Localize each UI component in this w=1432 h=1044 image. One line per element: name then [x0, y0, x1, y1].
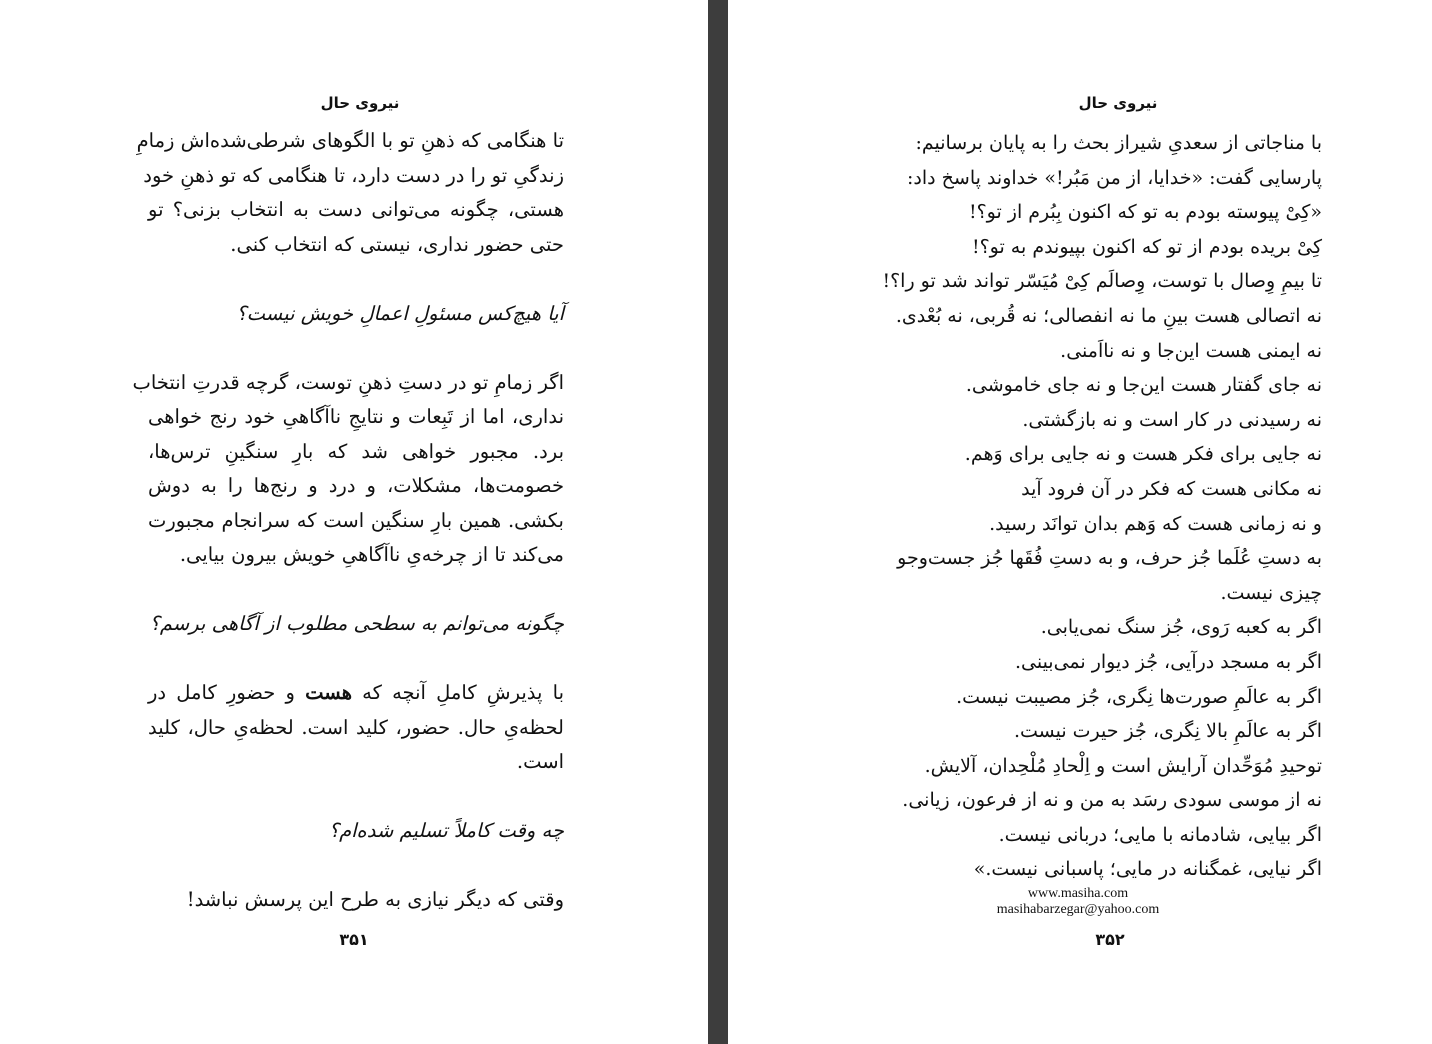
text-line: برد. مجبور خواهی شد که بارِ سنگینِ ترس‌ها، — [148, 439, 564, 463]
poem-line: «کِیْ پیوسته بودم به تو که اکنون بِبُرم از تو؟! — [968, 201, 1322, 224]
poem-line: با مناجاتی از سعدیِ شیراز بحث را به پایان برسانیم: — [915, 132, 1322, 154]
paragraph-gap — [148, 642, 564, 677]
poem-line: اگر نیایی، غمگنانه در مایی؛ پاسبانی نیست.» — [973, 858, 1322, 881]
poem-line: نه ایمنی هست این‌جا و نه نااَمنی. — [1060, 339, 1322, 362]
text-line: زندگیِ تو را در دست دارد، تا هنگامی که تو ذهنِ خود — [143, 163, 564, 187]
footer-email[interactable]: masihabarzegar@yahoo.com — [996, 902, 1160, 917]
page-left — [0, 0, 708, 1044]
text-line: هستی، چگونه می‌توانی دست به انتخاب بزنی؟ تو — [148, 198, 564, 221]
poem-line: توحیدِ مُوَحِّدان آرایش است و اِلْحادِ مُلْحِدان، آلایش. — [924, 754, 1322, 777]
left-body-text — [132, 124, 564, 918]
poem-line: اگر به عالَمِ صورت‌ها نِگری، جُز مصیبت نیست. — [956, 685, 1322, 708]
poem-line: کِیْ بریده بودم از تو که اکنون بپیوندم به تو؟! — [971, 235, 1322, 258]
book-gutter — [708, 0, 728, 1044]
paragraph-gap — [148, 262, 564, 297]
text-line: تا هنگامی که ذهنِ تو با الگوهای شرطی‌شده‌اش زمامِ — [136, 129, 564, 152]
running-head-left: نیروی حال — [320, 94, 400, 112]
question-heading: چگونه می‌توانم به سطحی مطلوب از آگاهی برسم؟ — [149, 612, 564, 635]
paragraph-gap — [148, 573, 564, 608]
poem-line: نه جایی برای فکر هست و نه جایی برای وَهم. — [964, 443, 1322, 466]
text-line: حتی حضور نداری، نیستی که انتخاب کنی. — [230, 232, 564, 256]
poem-line: به دستِ عُلَما جُز حرف، و به دستِ فُقَها جُز جست‌وجو — [897, 547, 1322, 570]
text-line: نداری، اما از تَبِعات و نتایجِ ناآگاهیِ خود رنج خواهی — [148, 405, 564, 428]
poem-line: اگر به کعبه رَوی، جُز سنگ نمی‌یابی. — [1040, 616, 1322, 639]
paragraph-gap — [148, 331, 564, 366]
poem-line: پارسایی گفت: «خدایا، از من مَبُر!» خداوند پاسخ داد: — [907, 166, 1322, 189]
page-number-right: ۳۵۲ — [1095, 930, 1125, 949]
right-body-text — [878, 126, 1322, 887]
question-heading: چه وقت کاملاً تسلیم شده‌ام؟ — [328, 819, 564, 842]
text-line: است. — [516, 750, 564, 773]
poem-line: نه جای گفتار هست این‌جا و نه جای خاموشی. — [965, 374, 1322, 397]
poem-line: اگر به عالَمِ بالا نِگری، جُز حیرت نیست. — [1013, 720, 1322, 743]
poem-line: تا بیمِ وِصال با توست، وِصالَم کِیْ مُیَسّر تواند شد تو را؟! — [882, 270, 1322, 293]
paragraph-gap — [148, 780, 564, 815]
text-line: وقتی که دیگر نیازی به طرح این پرسش نباشد! — [186, 888, 564, 911]
footer-website[interactable]: www.masiha.com — [1027, 886, 1129, 901]
poem-line: اگر به مسجد درآیی، جُز دیوار نمی‌بینی. — [1014, 650, 1322, 673]
text-line: خصومت‌ها، مشکلات، و درد و رنج‌ها را به دوش — [148, 474, 564, 497]
question-heading: آیا هیچ‌کس مسئولِ اعمالِ خویش نیست؟ — [236, 301, 564, 325]
running-head-right: نیروی حال — [1078, 94, 1158, 112]
poem-line: چیزی نیست. — [1220, 581, 1322, 604]
text-line: با پذیرشِ کاملِ آنچه که هست و حضورِ کامل در — [148, 681, 564, 704]
page-number-left: ۳۵۱ — [339, 930, 369, 949]
paragraph-gap — [148, 849, 564, 884]
text-line: می‌کند تا از چرخه‌یِ ناآگاهیِ خویش بیرون بیایی. — [179, 543, 564, 566]
text-line: بکشی. همین بارِ سنگین است که سرانجام مجبورت — [148, 508, 564, 532]
footer-links — [978, 886, 1178, 918]
poem-line: نه اتصالی هست بینِ ما نه انفصالی؛ نه قُربی، نه بُعْدی. — [895, 304, 1322, 327]
poem-line: نه رسیدنی در کار است و نه بازگشتی. — [1022, 408, 1322, 431]
poem-line: اگر بیایی، شادمانه با مایی؛ دربانی نیست. — [998, 823, 1322, 846]
text-line: اگر زمامِ تو در دستِ ذهنِ توست، گرچه قدرتِ انتخاب — [132, 370, 564, 394]
emphasized-word: هست — [305, 681, 352, 704]
page-right — [728, 0, 1432, 1044]
text-line: لحظه‌یِ حال. حضور، کلید است. لحظه‌یِ حال، کلید — [148, 715, 564, 739]
poem-line: نه مکانی هست که فکر در آن فرود آید — [1021, 477, 1322, 500]
poem-line: نه از موسی سودی رسَد به من و نه از فرعون، زیانی. — [902, 789, 1322, 812]
poem-line: و نه زمانی هست که وَهم بدان توانَد رسید. — [989, 512, 1322, 535]
